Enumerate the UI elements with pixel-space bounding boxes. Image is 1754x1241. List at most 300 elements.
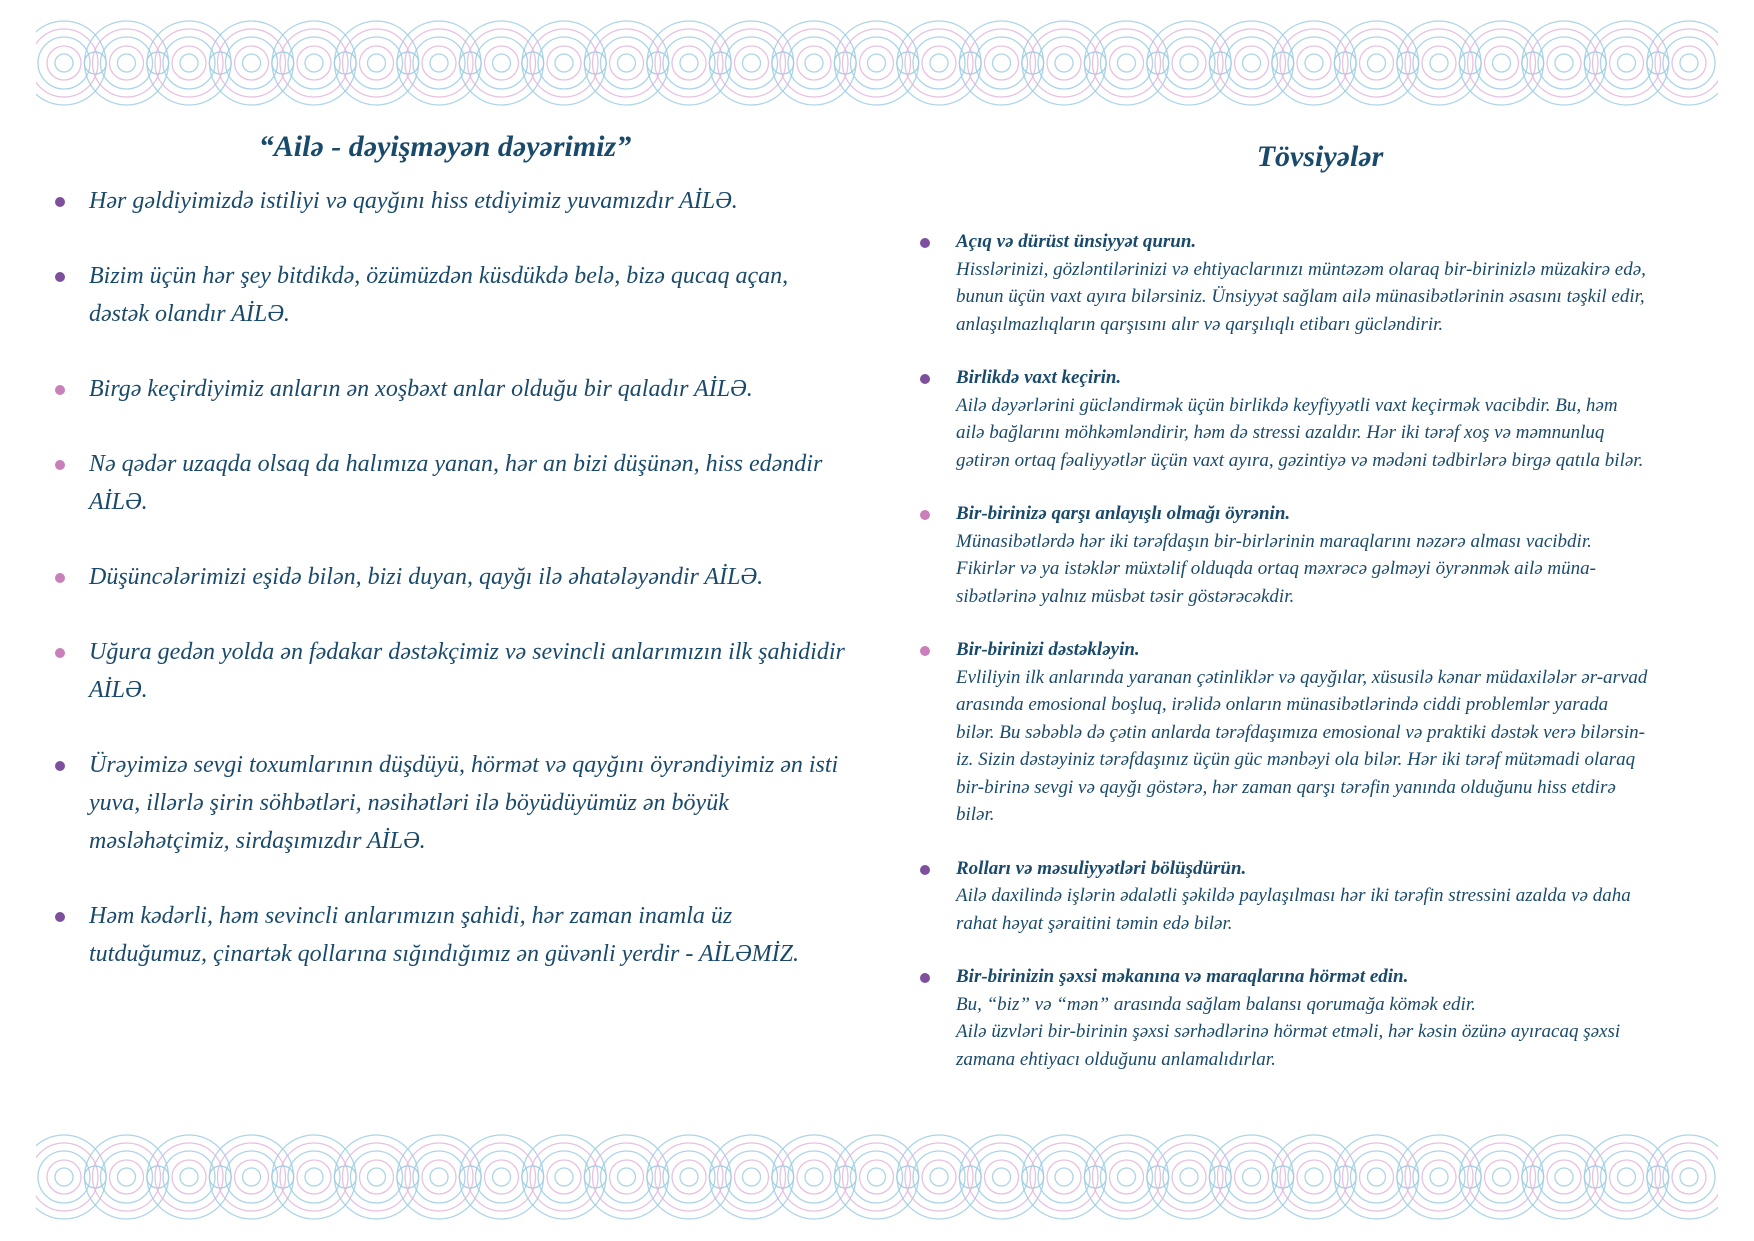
ornament-ring	[1360, 1160, 1394, 1194]
ornament-ring	[538, 37, 590, 89]
list-item	[55, 257, 845, 333]
ornament-ring	[218, 29, 286, 97]
ornament-ring	[547, 1160, 581, 1194]
right-column	[920, 140, 1720, 1099]
ornament-ring	[155, 1143, 223, 1211]
ornament-link	[897, 52, 919, 74]
ornament-ring	[110, 46, 144, 80]
recommendation-body: Ailə daxilində işlərin ədalətli şəkildə paylaşılması hər iki tərəfin stressini azalda və daha rahat həyat şəraitini təmin edə bilər.	[956, 885, 1631, 934]
ornament-ring	[180, 54, 198, 72]
top-ornament-border	[36, 18, 1718, 108]
ornament-ring	[1280, 29, 1348, 97]
ornament-ring	[1663, 37, 1715, 89]
recommendations-list	[920, 228, 1720, 1073]
recommendation-heading: Bir-birinizə qarşı anlayışlı olmağı öyrənin.	[956, 503, 1291, 524]
ornament-ring	[360, 1160, 394, 1194]
ornament-ring	[272, 21, 356, 105]
ornament-ring	[868, 54, 886, 72]
ornament-ring	[851, 37, 903, 89]
left-title: “Ailə - dəyişməyən dəyərimiz”	[258, 130, 632, 163]
recommendation-item	[920, 500, 1720, 610]
ornament-link	[959, 1166, 981, 1188]
ornament-ring	[913, 37, 965, 89]
ornament-ring	[993, 54, 1011, 72]
ornament-ring	[538, 1151, 590, 1203]
ornament-ring	[101, 1151, 153, 1203]
ornament-link	[1209, 52, 1231, 74]
ornament-ring	[663, 1151, 715, 1203]
ornament-ring	[797, 46, 831, 80]
ornament-ring	[555, 1168, 573, 1186]
ornament-ring	[905, 1143, 973, 1211]
ornament-ring	[1493, 54, 1511, 72]
ornament-ring	[1422, 46, 1456, 80]
ornament-ring	[1530, 29, 1598, 97]
ornament-ring	[1172, 46, 1206, 80]
ornament-ring	[1413, 37, 1465, 89]
ornament-ring	[468, 1143, 536, 1211]
item-text: Ürəyimizə sevgi toxumlarının düşdüyü, hörmət və qayğını öyrəndiyimiz ən isti yuva, illərlə şirin söhbətləri, nəsihətləri ilə böyüdüyümüz ən böyük məsləhətçimiz, sirdaşımızdır AİLƏ.	[89, 752, 839, 854]
ornament-ring	[335, 1135, 419, 1219]
ornament-ring	[1305, 54, 1323, 72]
ornament-link	[709, 1166, 731, 1188]
ornament-ring	[1430, 1168, 1448, 1186]
ornament-ring	[1468, 29, 1536, 97]
ornament-ring	[1522, 1135, 1606, 1219]
bullet-icon	[55, 385, 65, 395]
ornament-ring	[1430, 54, 1448, 72]
ornament-link	[147, 52, 169, 74]
ornament-ring	[235, 46, 269, 80]
ornament-ring	[1093, 1143, 1161, 1211]
ornament-ring	[1655, 29, 1718, 97]
ornament-ring	[210, 21, 294, 105]
ornament-ring	[351, 1151, 403, 1203]
bullet-icon	[920, 646, 930, 656]
ornament-ring	[680, 54, 698, 72]
ornament-ring	[897, 21, 981, 105]
ornament-ring	[1243, 1168, 1261, 1186]
ornament-ring	[1022, 1135, 1106, 1219]
ornament-ring	[1397, 1135, 1481, 1219]
ornament-ring	[976, 1151, 1028, 1203]
ornament-ring	[1593, 29, 1661, 97]
ornament-link	[1334, 52, 1356, 74]
ornament-ring	[297, 1160, 331, 1194]
ornament-ring	[1218, 29, 1286, 97]
list-item	[55, 633, 845, 709]
item-text: Həm kədərli, həm sevincli anlarımızın şahidi, hər zaman inamla üz tutduğumuz, çinartək qollarına sığındığımız ən güvənli yerdir - AİLƏMİZ.	[89, 903, 799, 967]
ornament-ring	[1343, 29, 1411, 97]
ornament-ring	[1476, 1151, 1528, 1203]
ornament-ring	[1297, 1160, 1331, 1194]
ornament-link	[272, 1166, 294, 1188]
ornament-ring	[1538, 1151, 1590, 1203]
family-values-list	[55, 182, 845, 973]
ornament-ring	[1522, 21, 1606, 105]
ornament-ring	[835, 21, 919, 105]
ornament-ring	[226, 37, 278, 89]
ornament-ring	[601, 1151, 653, 1203]
ornament-ring	[476, 1151, 528, 1203]
ornament-ring	[1618, 54, 1636, 72]
ornament-ring	[1493, 1168, 1511, 1186]
recommendation-item	[920, 855, 1720, 938]
ornament-ring	[1297, 46, 1331, 80]
ornament-ring	[593, 29, 661, 97]
ornament-link	[1397, 52, 1419, 74]
ornament-link	[1459, 52, 1481, 74]
ornament-ring	[663, 37, 715, 89]
ornament-ring	[1235, 46, 1269, 80]
ornament-ring	[297, 46, 331, 80]
ornament-ring	[647, 1135, 731, 1219]
ornament-ring	[1351, 1151, 1403, 1203]
ornament-ring	[1305, 1168, 1323, 1186]
ornament-link	[897, 1166, 919, 1188]
item-text: Bizim üçün hər şey bitdikdə, özümüzdən küsdükdə belə, bizə qucaq açan, dəstək olandır AİLƏ.	[89, 263, 789, 327]
ornament-ring	[38, 1151, 90, 1203]
ornament-ring	[1272, 1135, 1356, 1219]
ornament-link	[84, 1166, 106, 1188]
ornament-ring	[610, 1160, 644, 1194]
ornament-ring	[85, 21, 169, 105]
ornament-ring	[110, 1160, 144, 1194]
ornament-ring	[1210, 1135, 1294, 1219]
list-item	[55, 746, 845, 860]
ornament-ring	[1180, 1168, 1198, 1186]
ornament-ring	[1172, 1160, 1206, 1194]
ornament-ring	[780, 29, 848, 97]
ornament-ring	[655, 1143, 723, 1211]
ornament-link	[834, 52, 856, 74]
recommendation-body: Ailə dəyərlərini gücləndirmək üçün birlikdə keyfiyyətli vaxt keçirmək vacibdir. Bu, həm ailə bağlarını möhkəmləndirir, həm də stressi azaldır. Hər iki tərəf xoş və məmnunluq gətirən ortaq fəaliyyətlər üçün vaxt ayıra, gəzintiyə və mədəni tədbirlərə birgə qatıla bilər.	[956, 394, 1644, 471]
ornament-ring	[405, 29, 473, 97]
ornament-ring	[460, 21, 544, 105]
ornament-ring	[485, 46, 519, 80]
ornament-ring	[843, 29, 911, 97]
recommendation-item	[920, 228, 1720, 338]
ornament-ring	[485, 1160, 519, 1194]
ornament-ring	[422, 1160, 456, 1194]
ornament-ring	[1110, 1160, 1144, 1194]
ornament-ring	[522, 21, 606, 105]
ornament-ring	[530, 1143, 598, 1211]
recommendation-heading: Rolları və məsuliyyətləri bölüşdürün.	[956, 857, 1247, 879]
ornament-ring	[1288, 1151, 1340, 1203]
ornament-ring	[1163, 37, 1215, 89]
ornament-ring	[1147, 21, 1231, 105]
ornament-ring	[1038, 1151, 1090, 1203]
ornament-ring	[1485, 46, 1519, 80]
ornament-ring	[413, 37, 465, 89]
recommendation-heading: Bir-birinizin şəxsi məkanına və maraqlarına hörmət edin.	[956, 966, 1409, 987]
ornament-ring	[585, 1135, 669, 1219]
recommendation-item	[920, 364, 1720, 474]
ornament-link	[1647, 1166, 1669, 1188]
ornament-ring	[1610, 46, 1644, 80]
ornament-ring	[547, 46, 581, 80]
ornament-ring	[147, 1135, 231, 1219]
ornament-ring	[280, 1143, 348, 1211]
ornament-ring	[1243, 54, 1261, 72]
ornament-ring	[1038, 37, 1090, 89]
ornament-ring	[522, 1135, 606, 1219]
ornament-link	[584, 52, 606, 74]
ornament-ring	[618, 1168, 636, 1186]
ornament-ring	[922, 46, 956, 80]
list-item	[55, 445, 845, 521]
ornament-link	[959, 52, 981, 74]
ornament-ring	[405, 1143, 473, 1211]
ornament-link	[1147, 52, 1169, 74]
ornament-ring	[1110, 46, 1144, 80]
ornament-ring	[726, 1151, 778, 1203]
ornament-ring	[460, 1135, 544, 1219]
ornament-ring	[218, 1143, 286, 1211]
ornament-ring	[1460, 1135, 1544, 1219]
recommendation-heading: Bir-birinizi dəstəkləyin.	[956, 639, 1140, 660]
ornament-ring	[1155, 1143, 1223, 1211]
ornament-ring	[360, 46, 394, 80]
recommendation-body: Hisslərinizi, gözləntilərinizi və ehtiyaclarınızı müntəzəm olaraq bir-birinizlə müzakirə edə, bunun üçün vaxt ayıra bilərsiniz. Ünsiyyət sağlam ailə münasibətlərinin əsasını təşkil edir, anlaşılmazlıqların qarşısını alır və qarşılıqlı etibarı gücləndirir.	[956, 258, 1646, 335]
bullet-icon	[920, 510, 930, 520]
ornament-link	[1584, 52, 1606, 74]
item-text: Nə qədər uzaqda olsaq da halımıza yanan, hər an bizi düşünən, hiss edəndir AİLƏ.	[89, 451, 823, 515]
ornament-ring	[1547, 1160, 1581, 1194]
ornament-ring	[718, 29, 786, 97]
ornament-ring	[1476, 37, 1528, 89]
ornament-ring	[805, 1168, 823, 1186]
ornament-ring	[280, 29, 348, 97]
ornament-link	[647, 52, 669, 74]
ornament-link	[772, 52, 794, 74]
ornament-ring	[1593, 1143, 1661, 1211]
ornament-ring	[172, 46, 206, 80]
ornament-ring	[1210, 21, 1294, 105]
ornament-ring	[1368, 54, 1386, 72]
ornament-ring	[868, 1168, 886, 1186]
ornament-ring	[1672, 1160, 1706, 1194]
ornament-link	[522, 1166, 544, 1188]
ornament-ring	[897, 1135, 981, 1219]
recommendation-body: Evliliyin ilk anlarında yaranan çətinliklər və qayğılar, xüsusilə kənar müdaxilələr ər-arvad arasında emosional boşluq, irəlidə onların münasibətlərində ciddi problemlər yarada bilər. Bu səbəblə də çətin anlarda tərəfdaşımıza emosional və praktiki dəstək verə bilərsin- iz. Sizin dəstəyiniz tərəfdaşınız üçün güc mənbəyi ola bilər. Hər iki tərəf mütəmadi olaraq bir-birinə sevgi və qayğı göstərə, hər zaman qarşı tərəfin yanında olduğunu hiss etdirə bilər.	[956, 666, 1648, 825]
ornament-ring	[351, 37, 403, 89]
ornament-ring	[1585, 1135, 1669, 1219]
ornament-ring	[1368, 1168, 1386, 1186]
ornament-link	[397, 52, 419, 74]
bullet-icon	[920, 238, 930, 248]
ornament-ring	[1147, 1135, 1231, 1219]
ornament-ring	[1055, 1168, 1073, 1186]
ornament-ring	[1101, 1151, 1153, 1203]
ornament-ring	[985, 46, 1019, 80]
ornament-ring	[930, 1168, 948, 1186]
ornament-link	[209, 52, 231, 74]
ornament-ring	[555, 54, 573, 72]
ornament-ring	[36, 29, 98, 97]
ornament-ring	[55, 54, 73, 72]
ornament-ring	[1680, 54, 1698, 72]
ornament-ring	[976, 37, 1028, 89]
ornament-ring	[476, 37, 528, 89]
ornament-ring	[147, 21, 231, 105]
ornament-ring	[272, 1135, 356, 1219]
ornament-link	[397, 1166, 419, 1188]
ornament-ring	[905, 29, 973, 97]
ornament-link	[147, 1166, 169, 1188]
ornament-ring	[243, 54, 261, 72]
ornament-link	[84, 52, 106, 74]
ornament-ring	[172, 1160, 206, 1194]
list-item	[55, 558, 845, 596]
ornament-ring	[1280, 1143, 1348, 1211]
ornament-ring	[835, 1135, 919, 1219]
ornament-ring	[735, 46, 769, 80]
ornament-ring	[397, 21, 481, 105]
ornament-ring	[726, 37, 778, 89]
ornament-ring	[1538, 37, 1590, 89]
ornament-ring	[1601, 37, 1653, 89]
ornament-link	[209, 1166, 231, 1188]
ornament-ring	[1272, 21, 1356, 105]
left-column	[55, 130, 845, 1010]
ornament-link	[1022, 1166, 1044, 1188]
ornament-ring	[1226, 1151, 1278, 1203]
ornament-link	[1522, 1166, 1544, 1188]
bullet-icon	[55, 272, 65, 282]
bullet-icon	[920, 865, 930, 875]
ornament-ring	[1585, 21, 1669, 105]
list-item	[55, 370, 845, 408]
ornament-ring	[1555, 1168, 1573, 1186]
ornament-ring	[118, 54, 136, 72]
ornament-ring	[843, 1143, 911, 1211]
ornament-ring	[1343, 1143, 1411, 1211]
ornament-ring	[1618, 1168, 1636, 1186]
bullet-icon	[55, 573, 65, 583]
ornament-ring	[1647, 1135, 1718, 1219]
ornament-link	[772, 1166, 794, 1188]
ornament-link	[1272, 1166, 1294, 1188]
ornament-link	[1209, 1166, 1231, 1188]
bullet-icon	[55, 197, 65, 207]
ornament-link	[647, 1166, 669, 1188]
ornament-ring	[922, 1160, 956, 1194]
ornament-ring	[788, 1151, 840, 1203]
ornament-ring	[335, 21, 419, 105]
ornament-ring	[1601, 1151, 1653, 1203]
list-item	[55, 182, 845, 220]
ornament-ring	[93, 1143, 161, 1211]
ornament-link	[1084, 1166, 1106, 1188]
ornament-link	[1584, 1166, 1606, 1188]
ornament-ring	[788, 37, 840, 89]
ornament-link	[272, 52, 294, 74]
ornament-ring	[210, 1135, 294, 1219]
ornament-link	[584, 1166, 606, 1188]
ornament-ring	[1663, 1151, 1715, 1203]
ornament-link	[334, 52, 356, 74]
ornament-ring	[422, 46, 456, 80]
ornament-ring	[743, 1168, 761, 1186]
recommendation-item	[920, 963, 1720, 1073]
ornament-ring	[85, 1135, 169, 1219]
ornament-ring	[930, 54, 948, 72]
bullet-icon	[920, 973, 930, 983]
ornament-ring	[1180, 54, 1198, 72]
ornament-ring	[1460, 21, 1544, 105]
ornament-ring	[1085, 21, 1169, 105]
ornament-ring	[493, 54, 511, 72]
ornament-ring	[1226, 37, 1278, 89]
ornament-link	[709, 52, 731, 74]
bullet-icon	[55, 648, 65, 658]
ornament-ring	[101, 37, 153, 89]
ornament-ring	[772, 1135, 856, 1219]
ornament-link	[1397, 1166, 1419, 1188]
ornament-ring	[413, 1151, 465, 1203]
ornament-ring	[288, 1151, 340, 1203]
ornament-ring	[47, 1160, 81, 1194]
item-text: Birgə keçirdiyimiz anların ən xoşbəxt anlar olduğu bir qaladır AİLƏ.	[89, 376, 753, 402]
ornament-ring	[680, 1168, 698, 1186]
recommendation-heading: Açıq və dürüst ünsiyyət qurun.	[956, 231, 1197, 252]
ornament-ring	[243, 1168, 261, 1186]
ornament-ring	[1030, 1143, 1098, 1211]
ornament-ring	[1647, 21, 1718, 105]
ornament-ring	[1118, 1168, 1136, 1186]
ornament-ring	[735, 1160, 769, 1194]
ornament-ring	[1055, 54, 1073, 72]
ornament-ring	[780, 1143, 848, 1211]
ornament-ring	[985, 1160, 1019, 1194]
ornament-ring	[368, 1168, 386, 1186]
ornament-ring	[1655, 1143, 1718, 1211]
bullet-icon	[55, 912, 65, 922]
list-item	[55, 897, 845, 973]
ornament-ring	[1118, 54, 1136, 72]
ornament-ring	[1047, 46, 1081, 80]
ornament-ring	[36, 1143, 98, 1211]
ornament-ring	[180, 1168, 198, 1186]
bullet-icon	[55, 761, 65, 771]
ornament-ring	[235, 1160, 269, 1194]
ornament-link	[1522, 52, 1544, 74]
ornament-ring	[226, 1151, 278, 1203]
ornament-link	[1647, 52, 1669, 74]
ornament-link	[1147, 1166, 1169, 1188]
ornament-ring	[55, 1168, 73, 1186]
ornament-ring	[1397, 21, 1481, 105]
ornament-ring	[1413, 1151, 1465, 1203]
ornament-ring	[1485, 1160, 1519, 1194]
ornament-ring	[305, 54, 323, 72]
right-title: Tövsiyələr	[1256, 140, 1384, 173]
ornament-ring	[1680, 1168, 1698, 1186]
ornament-ring	[397, 1135, 481, 1219]
ornament-ring	[601, 37, 653, 89]
bullet-icon	[55, 460, 65, 470]
recommendation-item	[920, 636, 1720, 829]
ornament-ring	[585, 21, 669, 105]
ornament-ring	[38, 37, 90, 89]
ornament-ring	[368, 54, 386, 72]
ornament-ring	[288, 37, 340, 89]
ornament-ring	[960, 1135, 1044, 1219]
ornament-ring	[1235, 1160, 1269, 1194]
ornament-ring	[672, 1160, 706, 1194]
